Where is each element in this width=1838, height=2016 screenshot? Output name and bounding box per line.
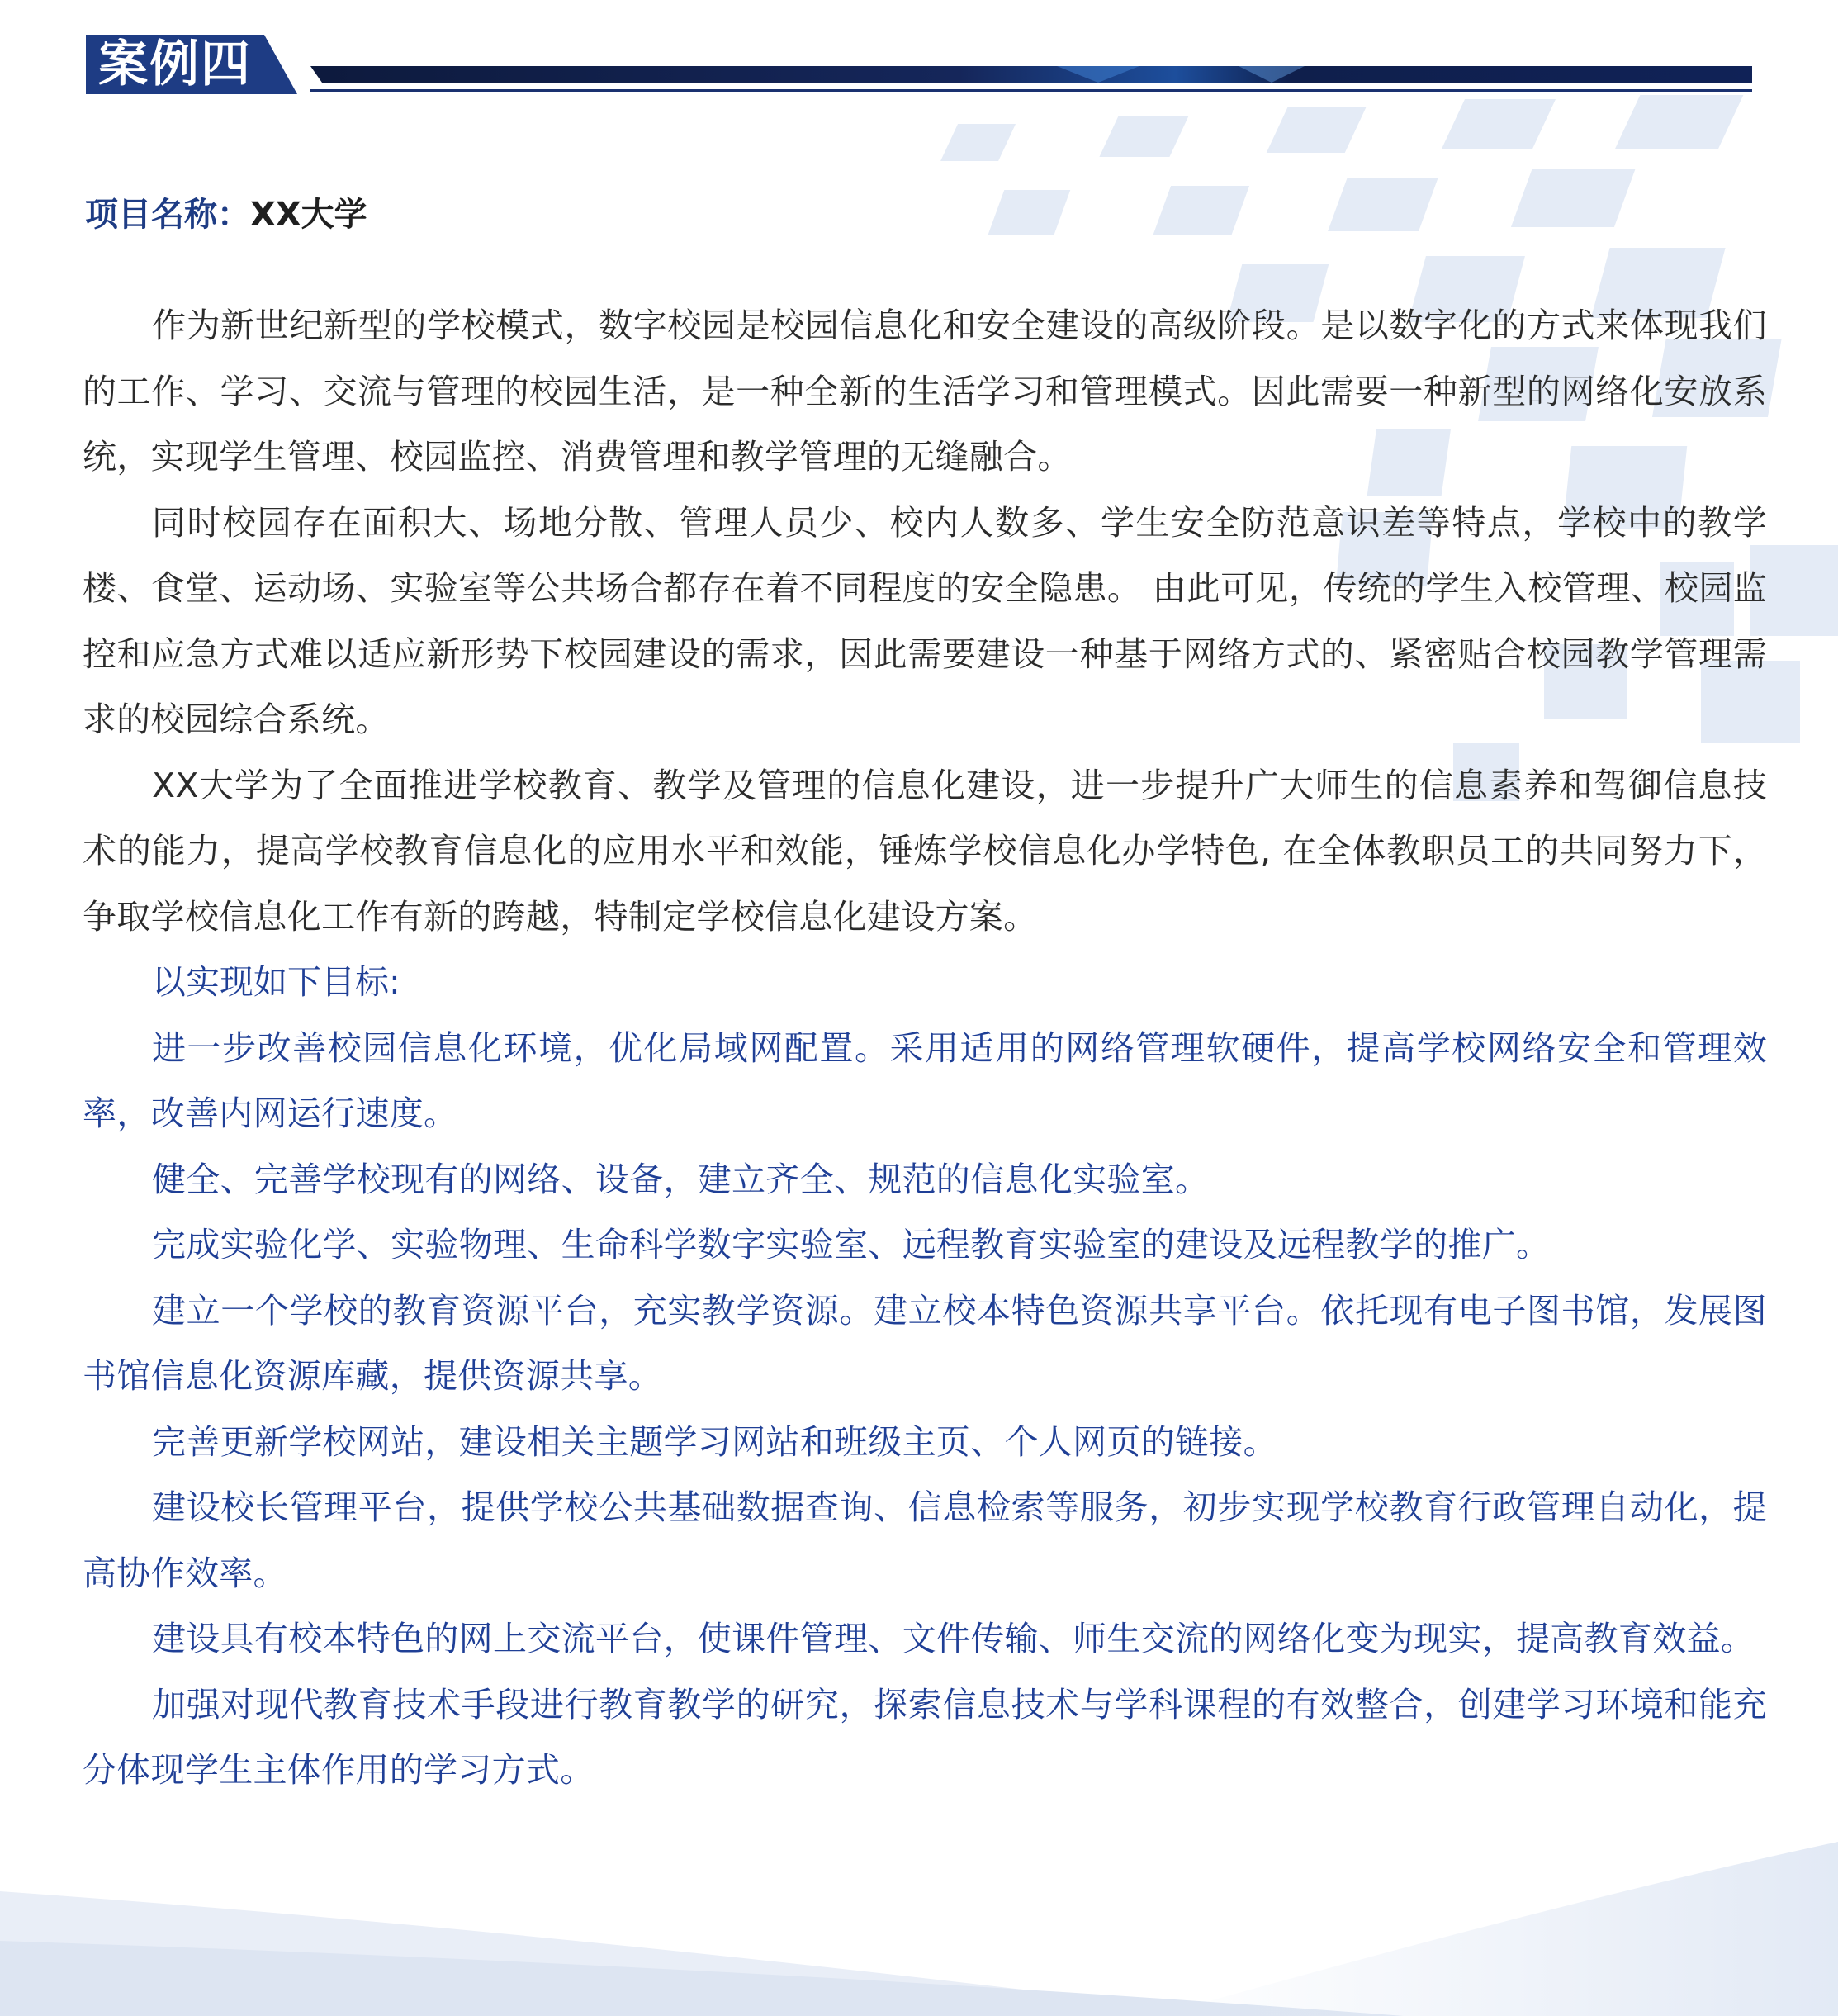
goal-item-6: 建设校长管理平台，提供学校公共基础数据查询、信息检索等服务，初步实现学校教育行政管理自动化，提高协作效率。 — [83, 1487, 1767, 1593]
goal-item-7: 建设具有校本特色的网上交流平台，使课件管理、文件传输、师生交流的网络化变为现实，提高教育效益。 — [152, 1619, 1755, 1658]
goal-item-3: 完成实验化学、实验物理、生命科学数字实验室、远程教育实验室的建设及远程教学的推广。 — [152, 1225, 1551, 1264]
goal-item-5: 完善更新学校网站，建设相关主题学习网站和班级主页、个人网页的链接。 — [152, 1421, 1277, 1462]
project-name: XX大学 — [250, 196, 367, 234]
intro-paragraph-3: XX大学为了全面推进学校教育、教学及管理的信息化建设，进一步提升广大师生的信息素养和驾御信息技术的能力，提高学校教育信息化的应用水平和效能，锤炼学校信息化办学特色, 在全体教职员工的共同努力下，争取学校信息化工作有新的跨越，特制定学校信息化建设方案。 — [83, 765, 1767, 937]
goals-intro: 以实现如下目标: — [152, 962, 400, 1002]
case-content — [83, 293, 1767, 1804]
goal-item-8: 加强对现代教育技术手段进行教育教学的研究，探索信息技术与学科课程的有效整合，创建学习环境和能充分体现学生主体作用的学习方式。 — [83, 1684, 1767, 1790]
goal-item-2: 健全、完善学校现有的网络、设备，建立齐全、规范的信息化实验室。 — [152, 1159, 1210, 1199]
intro-paragraph-1: 作为新世纪新型的学校模式，数字校园是校园信息化和安全建设的高级阶段。是以数字化的方式来体现我们的工作、学习、交流与管理的校园生活，是一种全新的生活学习和管理模式。因此需要一种新型的网络化安放系统，实现学生管理、校园监控、消费管理和教学管理的无缝融合。 — [83, 306, 1767, 477]
intro-paragraph-2: 同时校园存在面积大、场地分散、管理人员少、校内人数多、学生安全防范意识差等特点，学校中的教学楼、食堂、运动场、实验室等公共场合都存在着不同程度的安全隐患。 由此可见，传统的学生入校管理、校园监控和应急方式难以适应新形势下校园建设的需求，因此需要建设一种基于网络方式的、紧密贴合校园教学管理需求的校园综合系统。 — [83, 502, 1767, 739]
project-label: 项目名称： — [85, 196, 250, 234]
project-title — [85, 188, 367, 235]
goal-item-1: 进一步改善校园信息化环境，优化局域网配置。采用适用的网络管理软硬件，提高学校网络安全和管理效率，改善内网运行速度。 — [83, 1027, 1767, 1133]
case-badge-label: 案例四 — [98, 36, 252, 93]
goal-item-4: 建立一个学校的教育资源平台，充实教学资源。建立校本特色资源共享平台。依托现有电子图书馆，发展图书馆信息化资源库藏，提供资源共享。 — [83, 1290, 1767, 1396]
